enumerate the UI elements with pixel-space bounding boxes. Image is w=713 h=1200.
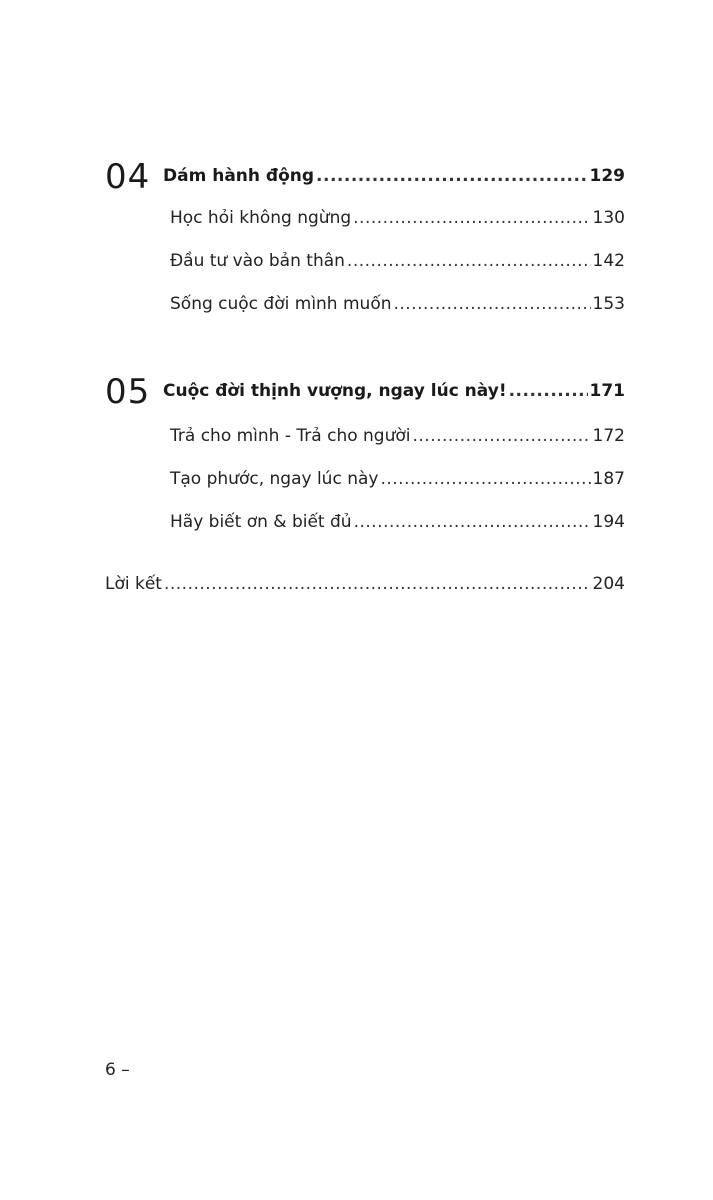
epilogue-page-number: 204 <box>592 574 625 594</box>
leader-dots <box>380 469 590 489</box>
chapter-number: 05 <box>105 372 151 412</box>
chapter-title-row[interactable] <box>163 166 625 186</box>
section-title: Tạo phước, ngay lúc này <box>170 469 379 489</box>
section-page-number: 187 <box>592 469 625 489</box>
toc-entry[interactable] <box>170 426 625 446</box>
leader-dots <box>412 426 590 446</box>
toc-entry[interactable] <box>170 512 625 532</box>
section-page-number: 172 <box>592 426 625 446</box>
leader-dots <box>353 208 590 228</box>
section-page-number: 153 <box>592 294 625 314</box>
chapter-page-number: 171 <box>589 381 625 401</box>
leader-dots <box>509 381 588 401</box>
leader-dots <box>347 251 591 271</box>
section-title: Sống cuộc đời mình muốn <box>170 294 392 314</box>
leader-dots <box>316 166 587 186</box>
chapter-title: Dám hành động <box>163 166 315 186</box>
leader-dots <box>394 294 591 314</box>
epilogue-title: Lời kết <box>105 574 162 594</box>
toc-entry-epilogue[interactable] <box>105 574 625 594</box>
page-number-footer: 6 – <box>105 1060 130 1080</box>
section-page-number: 130 <box>592 208 625 228</box>
section-title: Hãy biết ơn & biết đủ <box>170 512 352 532</box>
chapter-title: Cuộc đời thịnh vượng, ngay lúc này! <box>163 381 507 401</box>
toc-entry[interactable] <box>170 208 625 228</box>
leader-dots <box>164 574 591 594</box>
chapter-04 <box>105 157 625 330</box>
chapter-number: 04 <box>105 157 151 197</box>
section-page-number: 194 <box>592 512 625 532</box>
toc-entry[interactable] <box>170 469 625 489</box>
leader-dots <box>354 512 591 532</box>
section-title: Học hỏi không ngừng <box>170 208 352 228</box>
section-title: Đầu tư vào bản thân <box>170 251 345 271</box>
chapter-page-number: 129 <box>589 166 625 186</box>
toc-entry[interactable] <box>170 251 625 271</box>
toc-entry[interactable] <box>170 294 625 314</box>
section-page-number: 142 <box>592 251 625 271</box>
chapter-title-row[interactable] <box>163 381 625 401</box>
chapter-05 <box>105 372 625 545</box>
section-title: Trả cho mình - Trả cho người <box>170 426 411 446</box>
